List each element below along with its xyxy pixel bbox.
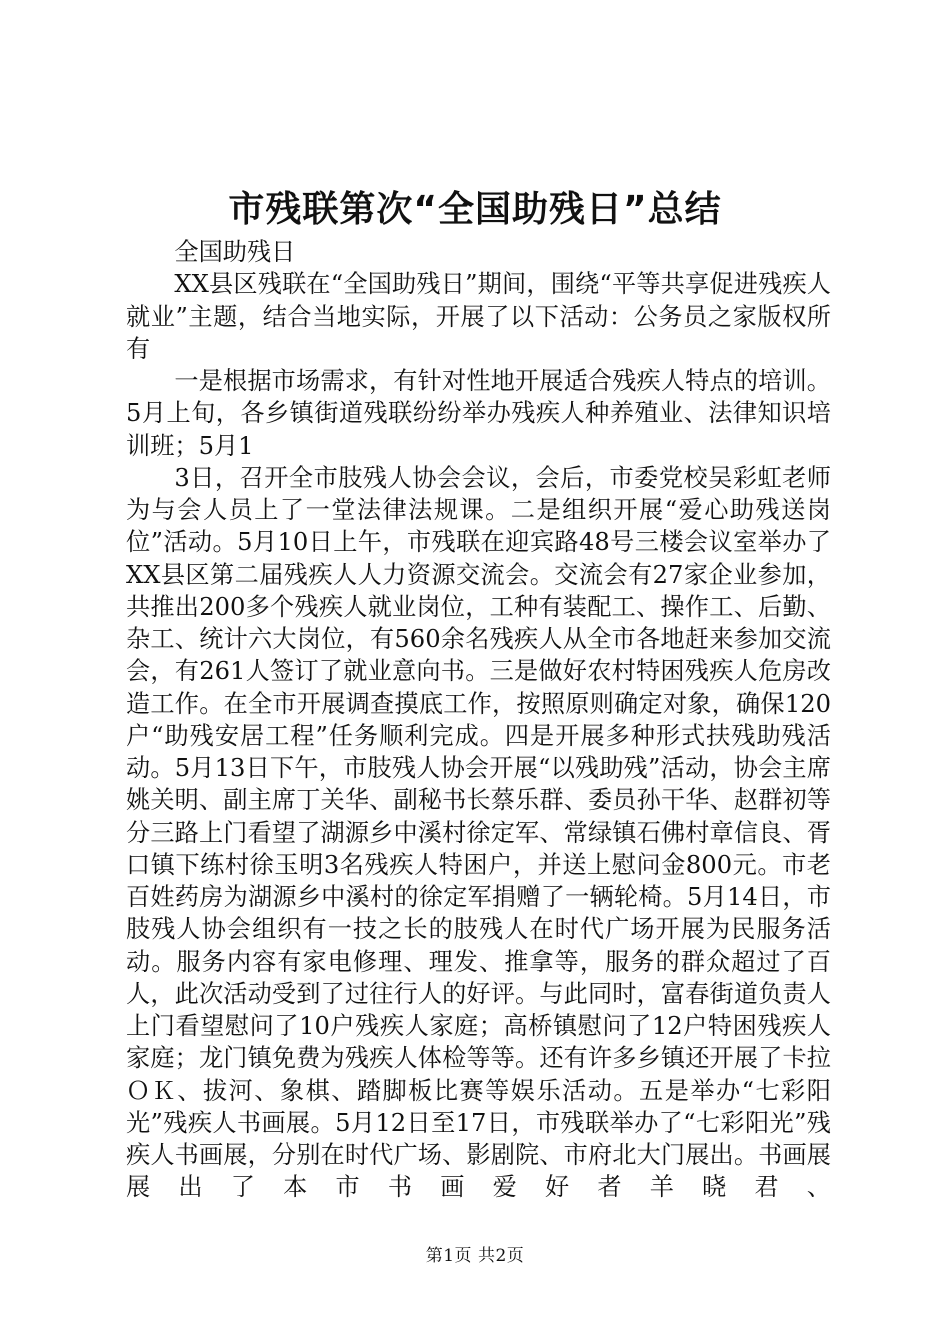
- document-title: 市残联第次“全国助残日”总结: [228, 189, 722, 230]
- paragraph-heading: 全国助残日: [174, 238, 296, 266]
- document-body: [126, 236, 831, 1204]
- paragraph-training: 一是根据市场需求，有针对性地开展适合残疾人特点的培训。5月上旬，各乡镇街道残联纷纷举办残疾人种养殖业、法律知识培训班；5月1: [126, 367, 831, 460]
- page-footer: 第1页 共2页: [425, 1246, 525, 1266]
- paragraph-activities: 3日，召开全市肢残人协会会议，会后，市委党校吴彩虹老师为与会人员上了一堂法律法规课。二是组织开展“爱心助残送岗位”活动。5月10日上午，市残联在迎宾路48号三楼会议室举办了XX县区第二届残疾人人力资源交流会。交流会有27家企业参加，共推出200多个残疾人就业岗位，工种有装配工、操作工、后勤、杂工、统计六大岗位，有560余名残疾人从全市各地赶来参加交流会，有261人签订了就业意向书。三是做好农村特困残疾人危房改造工作。在全市开展调查摸底工作，按照原则确定对象，确保120户“助残安居工程”任务顺利完成。四是开展多种形式扶残助残活动。5月13日下午，市肢残人协会开展“以残助残”活动，协会主席姚关明、副主席丁关华、副秘书长蔡乐群、委员孙干华、赵群初等分三路上门看望了湖源乡中溪村徐定军、常绿镇石佛村章信良、胥口镇下练村徐玉明3名残疾人特困户，并送上慰问金800元。市老百姓药房为湖源乡中溪村的徐定军捐赠了一辆轮椅。5月14日，市肢残人协会组织有一技之长的肢残人在时代广场开展为民服务活动。服务内容有家电修理、理发、推拿等，服务的群众超过了百人，此次活动受到了过往行人的好评。与此同时，富春街道负责人上门看望慰问了10户残疾人家庭；高桥镇慰问了12户特困残疾人家庭；龙门镇免费为残疾人体检等等。还有许多乡镇还开展了卡拉ＯＫ、拔河、象棋、踏脚板比赛等娱乐活动。五是举办“七彩阳光”残疾人书画展。5月12日至17日，市残联举办了“七彩阳光”残疾人书画展，分别在时代广场、影剧院、市府北大门展出。书画展展出了本市书画爱好者羊晓君、: [126, 463, 831, 1202]
- paragraph-intro: XX县区残联在“全国助残日”期间，围绕“平等共享促进残疾人就业”主题，结合当地实际，开展了以下活动：公务员之家版权所有: [126, 270, 831, 363]
